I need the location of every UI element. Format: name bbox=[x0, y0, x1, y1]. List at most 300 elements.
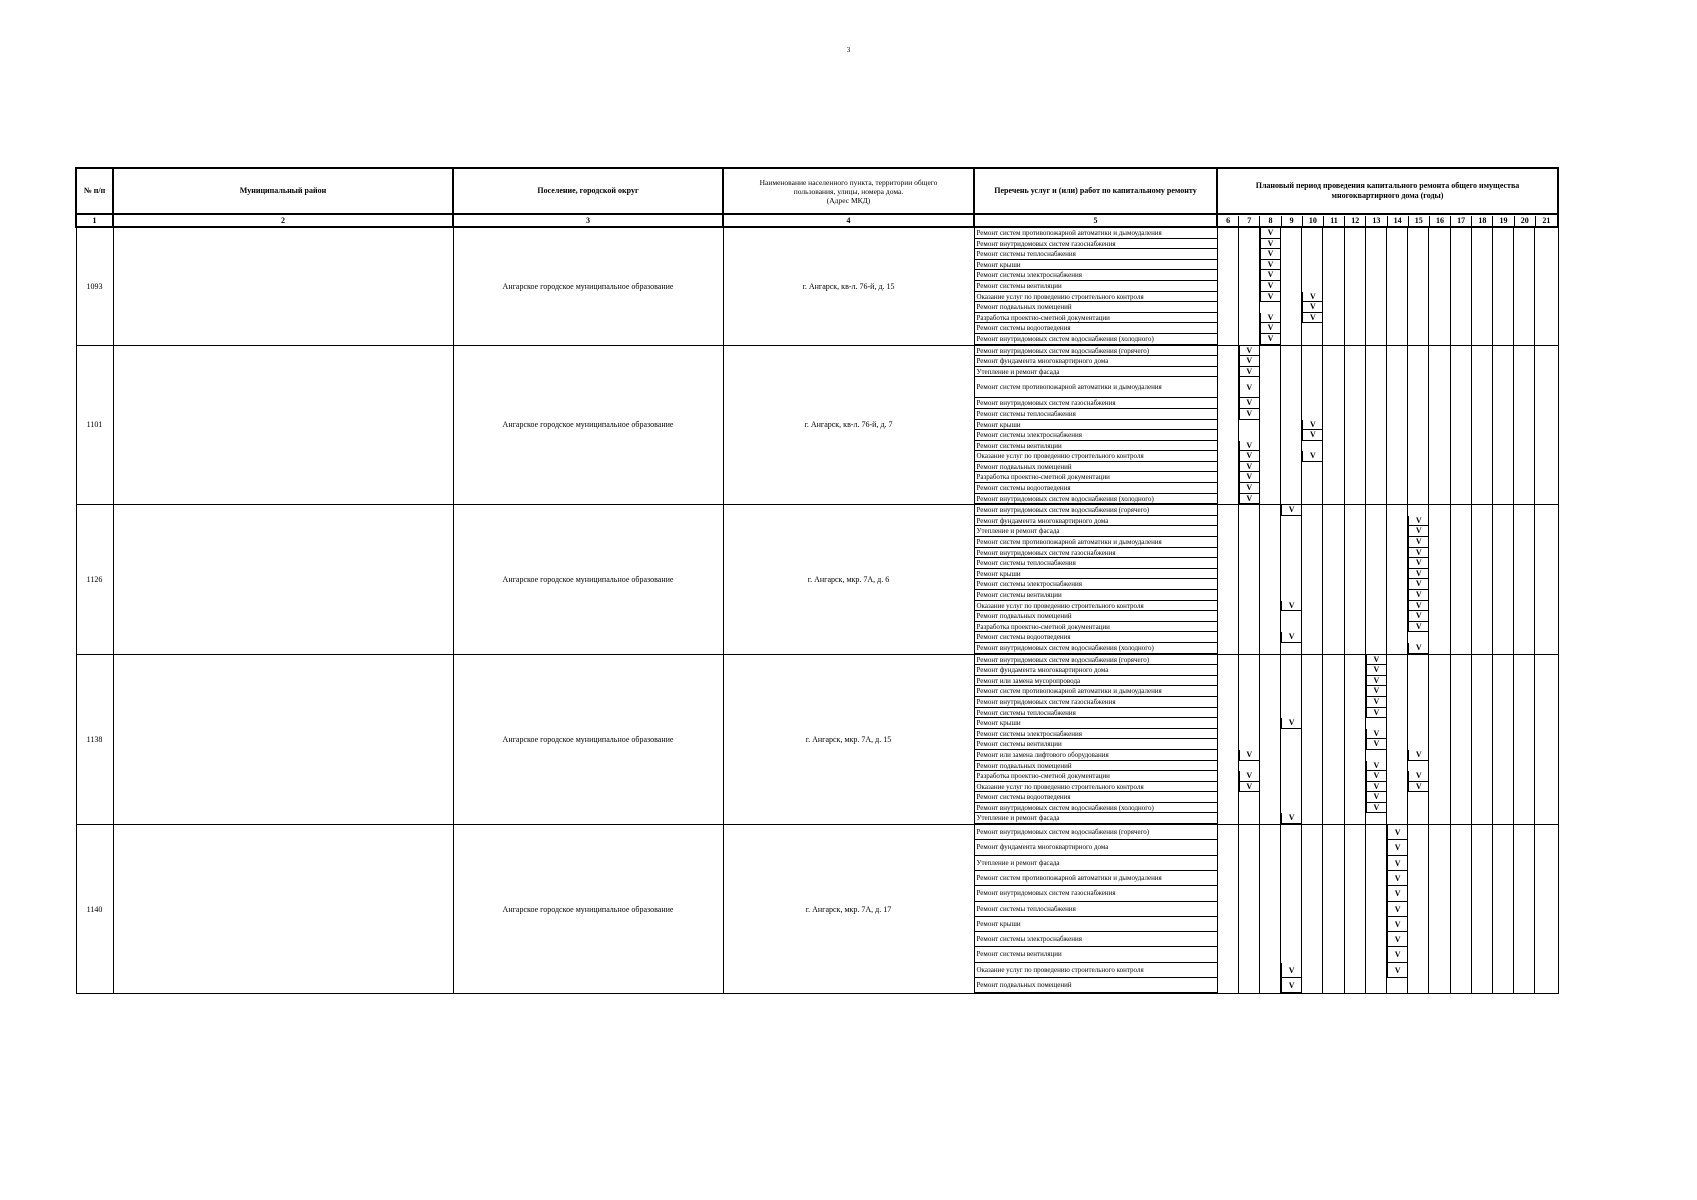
year-cell bbox=[1514, 228, 1535, 239]
year-cell bbox=[1281, 856, 1302, 871]
year-cell bbox=[1260, 902, 1281, 917]
year-cell bbox=[1387, 771, 1408, 782]
year-cell bbox=[1323, 871, 1344, 886]
year-cell bbox=[1493, 367, 1514, 378]
year-cell bbox=[1472, 825, 1493, 840]
service-item: Ремонт внутридомовых систем водоснабжения (горячего) bbox=[975, 346, 1217, 357]
year-cell bbox=[1218, 676, 1239, 687]
object-number: 1093 bbox=[76, 227, 113, 345]
year-cell bbox=[1323, 697, 1344, 708]
year-cell bbox=[1535, 871, 1556, 886]
year-cell bbox=[1451, 367, 1472, 378]
capital-repair-table bbox=[75, 167, 1559, 994]
year-cell bbox=[1323, 398, 1344, 409]
year-cell bbox=[1218, 270, 1239, 281]
year-cell bbox=[1514, 579, 1535, 590]
column-number-row bbox=[76, 214, 1558, 227]
year-cell bbox=[1260, 978, 1281, 993]
year-mark: V bbox=[1239, 472, 1260, 483]
year-grid bbox=[1217, 227, 1558, 345]
year-grid-row bbox=[1218, 813, 1558, 824]
year-cell bbox=[1429, 494, 1450, 505]
year-grid-row bbox=[1218, 334, 1558, 345]
year-cell bbox=[1218, 856, 1239, 871]
year-cell bbox=[1429, 346, 1450, 357]
year-grid-row bbox=[1218, 665, 1558, 676]
year-cell bbox=[1535, 420, 1556, 431]
year-cell bbox=[1218, 334, 1239, 345]
year-cell bbox=[1514, 323, 1535, 334]
year-cell bbox=[1535, 239, 1556, 250]
year-cell bbox=[1387, 441, 1408, 452]
year-cell bbox=[1472, 803, 1493, 814]
year-cell bbox=[1366, 377, 1387, 398]
object-address: г. Ангарск, кв-л. 76-й, д. 7 bbox=[723, 345, 974, 505]
year-cell bbox=[1514, 346, 1535, 357]
service-item: Ремонт внутридомовых систем водоснабжения (холодного) bbox=[975, 334, 1217, 345]
year-cell bbox=[1429, 462, 1450, 473]
year-cell bbox=[1535, 782, 1556, 793]
year-cell bbox=[1493, 825, 1514, 840]
year-cell bbox=[1302, 632, 1323, 643]
year-cell bbox=[1429, 917, 1450, 932]
year-grid-row bbox=[1218, 886, 1558, 901]
year-cell bbox=[1260, 367, 1281, 378]
year-cell bbox=[1387, 632, 1408, 643]
year-cell bbox=[1260, 569, 1281, 580]
year-cell bbox=[1366, 813, 1387, 824]
year-cell bbox=[1387, 494, 1408, 505]
year-cell bbox=[1535, 334, 1556, 345]
service-item: Ремонт внутридомовых систем газоснабжения bbox=[975, 398, 1217, 409]
year-cell bbox=[1514, 260, 1535, 271]
year-cell bbox=[1239, 686, 1260, 697]
year-cell bbox=[1281, 782, 1302, 793]
year-cell bbox=[1493, 334, 1514, 345]
year-cell bbox=[1451, 377, 1472, 398]
service-item: Ремонт или замена мусоропровода bbox=[975, 676, 1217, 687]
year-cell bbox=[1514, 356, 1535, 367]
year-grid-row bbox=[1218, 483, 1558, 494]
colnum-21: 21 bbox=[1542, 215, 1551, 225]
year-cell bbox=[1345, 249, 1366, 260]
year-cell bbox=[1260, 771, 1281, 782]
year-cell bbox=[1387, 579, 1408, 590]
year-cell bbox=[1218, 643, 1239, 654]
year-cell bbox=[1218, 792, 1239, 803]
year-cell bbox=[1408, 856, 1429, 871]
year-cell bbox=[1323, 813, 1344, 824]
year-cell bbox=[1493, 856, 1514, 871]
year-cell bbox=[1302, 739, 1323, 750]
year-grid-row bbox=[1218, 302, 1558, 313]
year-cell bbox=[1493, 239, 1514, 250]
year-cell bbox=[1260, 871, 1281, 886]
year-cell bbox=[1535, 708, 1556, 719]
year-cell bbox=[1239, 260, 1260, 271]
year-cell bbox=[1408, 281, 1429, 292]
year-cell bbox=[1387, 430, 1408, 441]
year-cell bbox=[1472, 761, 1493, 772]
year-cell bbox=[1408, 323, 1429, 334]
year-mark: V bbox=[1366, 771, 1387, 782]
year-cell bbox=[1366, 292, 1387, 303]
year-cell bbox=[1260, 451, 1281, 462]
year-cell bbox=[1218, 947, 1239, 962]
year-mark: V bbox=[1302, 451, 1323, 462]
year-cell bbox=[1345, 856, 1366, 871]
year-cell bbox=[1366, 825, 1387, 840]
year-cell bbox=[1451, 548, 1472, 559]
year-cell bbox=[1408, 963, 1429, 978]
colnum-8: 8 bbox=[1260, 216, 1281, 226]
year-cell bbox=[1408, 239, 1429, 250]
year-cell bbox=[1218, 398, 1239, 409]
year-cell bbox=[1239, 676, 1260, 687]
year-cell bbox=[1218, 978, 1239, 993]
year-cell bbox=[1472, 947, 1493, 962]
year-cell bbox=[1387, 761, 1408, 772]
year-mark: V bbox=[1387, 825, 1408, 840]
year-cell bbox=[1366, 270, 1387, 281]
year-cell bbox=[1366, 611, 1387, 622]
year-cell bbox=[1429, 356, 1450, 367]
year-cell bbox=[1514, 963, 1535, 978]
year-grid-row bbox=[1218, 356, 1558, 367]
service-item: Ремонт фундамента многоквартирного дома bbox=[975, 665, 1217, 676]
year-cell bbox=[1429, 590, 1450, 601]
colnum-2: 2 bbox=[113, 214, 453, 227]
year-cell bbox=[1323, 239, 1344, 250]
year-cell bbox=[1260, 729, 1281, 740]
year-cell bbox=[1281, 917, 1302, 932]
year-cell bbox=[1514, 902, 1535, 917]
year-cell bbox=[1535, 270, 1556, 281]
year-cell bbox=[1408, 334, 1429, 345]
service-item: Разработка проектно-сметной документации bbox=[975, 771, 1217, 782]
year-cell bbox=[1366, 750, 1387, 761]
year-cell bbox=[1387, 569, 1408, 580]
year-cell bbox=[1514, 292, 1535, 303]
year-cell bbox=[1260, 792, 1281, 803]
year-cell bbox=[1472, 270, 1493, 281]
service-item: Оказание услуг по проведению строительного контроля bbox=[975, 782, 1217, 793]
year-cell bbox=[1535, 494, 1556, 505]
year-cell bbox=[1260, 840, 1281, 855]
year-cell bbox=[1281, 622, 1302, 633]
year-cell bbox=[1302, 686, 1323, 697]
year-cell bbox=[1451, 718, 1472, 729]
year-cell bbox=[1345, 558, 1366, 569]
year-cell bbox=[1218, 886, 1239, 901]
year-cell bbox=[1472, 771, 1493, 782]
year-cell bbox=[1535, 813, 1556, 824]
year-cell bbox=[1260, 494, 1281, 505]
year-cell bbox=[1345, 579, 1366, 590]
year-cell bbox=[1239, 302, 1260, 313]
year-cell bbox=[1451, 356, 1472, 367]
year-cell bbox=[1345, 367, 1366, 378]
year-cell bbox=[1218, 871, 1239, 886]
year-mark: V bbox=[1408, 526, 1429, 537]
year-mark: V bbox=[1366, 686, 1387, 697]
year-cell bbox=[1260, 708, 1281, 719]
year-mark: V bbox=[1366, 782, 1387, 793]
year-cell bbox=[1345, 643, 1366, 654]
year-cell bbox=[1239, 840, 1260, 855]
year-cell bbox=[1345, 494, 1366, 505]
year-cell bbox=[1345, 932, 1366, 947]
year-cell bbox=[1472, 886, 1493, 901]
year-cell bbox=[1218, 292, 1239, 303]
year-grid-row bbox=[1218, 249, 1558, 260]
header-num: № п/п bbox=[76, 168, 113, 214]
year-cell bbox=[1429, 676, 1450, 687]
year-cell bbox=[1366, 569, 1387, 580]
year-cell bbox=[1429, 323, 1450, 334]
service-item: Ремонт внутридомовых систем газоснабжения bbox=[975, 886, 1217, 901]
year-cell bbox=[1260, 526, 1281, 537]
year-cell bbox=[1408, 313, 1429, 324]
year-grid-row bbox=[1218, 260, 1558, 271]
year-cell bbox=[1239, 655, 1260, 666]
year-cell bbox=[1408, 260, 1429, 271]
year-cell bbox=[1429, 377, 1450, 398]
colnum-13: 13 bbox=[1366, 216, 1387, 226]
year-cell bbox=[1387, 537, 1408, 548]
service-item: Ремонт системы вентиляции bbox=[975, 739, 1217, 750]
year-cell bbox=[1387, 367, 1408, 378]
year-cell bbox=[1514, 590, 1535, 601]
object-district bbox=[113, 505, 453, 654]
year-cell bbox=[1493, 871, 1514, 886]
year-cell bbox=[1451, 281, 1472, 292]
service-item: Ремонт системы теплоснабжения bbox=[975, 409, 1217, 420]
year-cell bbox=[1345, 676, 1366, 687]
year-mark: V bbox=[1366, 655, 1387, 666]
year-cell bbox=[1493, 420, 1514, 431]
year-cell bbox=[1451, 292, 1472, 303]
year-cell bbox=[1387, 239, 1408, 250]
year-cell bbox=[1366, 420, 1387, 431]
year-cell bbox=[1535, 611, 1556, 622]
year-cell bbox=[1281, 260, 1302, 271]
year-cell bbox=[1408, 270, 1429, 281]
year-cell bbox=[1323, 409, 1344, 420]
year-cell bbox=[1408, 697, 1429, 708]
object-number: 1126 bbox=[76, 505, 113, 654]
year-cell bbox=[1514, 886, 1535, 901]
year-cell bbox=[1260, 590, 1281, 601]
colnum-6: 6 bbox=[1218, 216, 1239, 226]
services-list bbox=[974, 505, 1217, 654]
year-cell bbox=[1408, 718, 1429, 729]
year-grid-row bbox=[1218, 782, 1558, 793]
year-cell bbox=[1323, 516, 1344, 527]
year-cell bbox=[1260, 505, 1281, 516]
year-cell bbox=[1281, 346, 1302, 357]
year-cell bbox=[1323, 978, 1344, 993]
year-cell bbox=[1218, 739, 1239, 750]
year-cell bbox=[1218, 420, 1239, 431]
year-mark: V bbox=[1260, 334, 1281, 345]
year-grid-row bbox=[1218, 739, 1558, 750]
year-cell bbox=[1218, 803, 1239, 814]
year-mark: V bbox=[1387, 963, 1408, 978]
year-cell bbox=[1345, 260, 1366, 271]
year-cell bbox=[1218, 377, 1239, 398]
year-cell bbox=[1260, 803, 1281, 814]
year-mark: V bbox=[1239, 483, 1260, 494]
year-cell bbox=[1387, 590, 1408, 601]
year-cell bbox=[1429, 313, 1450, 324]
year-cell bbox=[1345, 825, 1366, 840]
year-cell bbox=[1387, 526, 1408, 537]
year-cell bbox=[1387, 292, 1408, 303]
year-grid-row bbox=[1218, 718, 1558, 729]
year-cell bbox=[1535, 367, 1556, 378]
year-cell bbox=[1493, 643, 1514, 654]
year-cell bbox=[1514, 420, 1535, 431]
year-grid bbox=[1217, 345, 1558, 505]
year-cell bbox=[1239, 963, 1260, 978]
year-cell bbox=[1429, 398, 1450, 409]
year-cell bbox=[1408, 676, 1429, 687]
year-cell bbox=[1345, 281, 1366, 292]
year-cell bbox=[1345, 472, 1366, 483]
colnum-7: 7 bbox=[1239, 216, 1260, 226]
year-grid-row bbox=[1218, 932, 1558, 947]
year-cell bbox=[1451, 228, 1472, 239]
year-grid-row bbox=[1218, 346, 1558, 357]
year-cell bbox=[1429, 622, 1450, 633]
year-cell bbox=[1323, 825, 1344, 840]
year-cell bbox=[1281, 750, 1302, 761]
year-cell bbox=[1239, 249, 1260, 260]
year-cell bbox=[1493, 601, 1514, 612]
year-cell bbox=[1514, 239, 1535, 250]
service-item: Ремонт внутридомовых систем водоснабжения (горячего) bbox=[975, 655, 1217, 666]
object-row bbox=[76, 654, 1558, 825]
year-cell bbox=[1345, 718, 1366, 729]
year-cell bbox=[1345, 548, 1366, 559]
service-item: Разработка проектно-сметной документации bbox=[975, 313, 1217, 324]
service-item: Ремонт систем противопожарной автоматики и дымоудаления bbox=[975, 686, 1217, 697]
year-cell bbox=[1323, 472, 1344, 483]
year-grid-row bbox=[1218, 239, 1558, 250]
year-cell bbox=[1429, 483, 1450, 494]
year-cell bbox=[1366, 963, 1387, 978]
year-cell bbox=[1387, 611, 1408, 622]
service-item: Ремонт систем противопожарной автоматики и дымоудаления bbox=[975, 871, 1217, 886]
year-cell bbox=[1323, 483, 1344, 494]
year-cell bbox=[1302, 947, 1323, 962]
year-cell bbox=[1535, 228, 1556, 239]
year-mark: V bbox=[1260, 260, 1281, 271]
year-grid-row bbox=[1218, 686, 1558, 697]
year-cell bbox=[1514, 739, 1535, 750]
year-cell bbox=[1302, 978, 1323, 993]
year-cell bbox=[1493, 569, 1514, 580]
year-cell bbox=[1535, 676, 1556, 687]
year-cell bbox=[1281, 398, 1302, 409]
year-grid-row bbox=[1218, 462, 1558, 473]
service-item: Ремонт системы водоотведения bbox=[975, 483, 1217, 494]
year-mark: V bbox=[1366, 676, 1387, 687]
year-cell bbox=[1514, 611, 1535, 622]
year-cell bbox=[1218, 579, 1239, 590]
year-cell bbox=[1472, 494, 1493, 505]
year-cell bbox=[1366, 451, 1387, 462]
year-cell bbox=[1535, 665, 1556, 676]
year-cell bbox=[1451, 537, 1472, 548]
year-cell bbox=[1323, 655, 1344, 666]
colnum-20: 20 bbox=[1515, 216, 1536, 226]
year-cell bbox=[1472, 505, 1493, 516]
year-cell bbox=[1323, 505, 1344, 516]
service-item: Ремонт внутридомовых систем водоснабжения (горячего) bbox=[975, 825, 1217, 840]
year-cell bbox=[1366, 281, 1387, 292]
year-cell bbox=[1302, 792, 1323, 803]
year-cell bbox=[1323, 537, 1344, 548]
year-cell bbox=[1218, 902, 1239, 917]
year-cell bbox=[1451, 947, 1472, 962]
year-cell bbox=[1302, 611, 1323, 622]
year-cell bbox=[1260, 611, 1281, 622]
year-cell bbox=[1429, 334, 1450, 345]
year-cell bbox=[1472, 558, 1493, 569]
year-cell bbox=[1323, 579, 1344, 590]
year-grid-row bbox=[1218, 377, 1558, 398]
year-cell bbox=[1472, 739, 1493, 750]
year-cell bbox=[1302, 856, 1323, 871]
year-cell bbox=[1302, 665, 1323, 676]
year-mark: V bbox=[1408, 548, 1429, 559]
year-cell bbox=[1387, 323, 1408, 334]
year-cell bbox=[1472, 718, 1493, 729]
year-cell bbox=[1323, 462, 1344, 473]
year-cell bbox=[1345, 420, 1366, 431]
year-cell bbox=[1408, 409, 1429, 420]
year-cell bbox=[1345, 902, 1366, 917]
year-cell bbox=[1366, 334, 1387, 345]
year-cell bbox=[1239, 516, 1260, 527]
year-cell bbox=[1429, 505, 1450, 516]
year-cell bbox=[1281, 420, 1302, 431]
service-item: Ремонт систем противопожарной автоматики и дымоудаления bbox=[975, 228, 1217, 239]
year-grid bbox=[1217, 654, 1558, 825]
year-cell bbox=[1472, 451, 1493, 462]
year-cell bbox=[1451, 346, 1472, 357]
year-cell bbox=[1260, 548, 1281, 559]
year-cell bbox=[1429, 792, 1450, 803]
object-number: 1101 bbox=[76, 345, 113, 505]
service-item: Ремонт внутридомовых систем газоснабжения bbox=[975, 697, 1217, 708]
year-mark: V bbox=[1281, 963, 1302, 978]
service-item: Ремонт системы вентиляции bbox=[975, 281, 1217, 292]
year-cell bbox=[1451, 505, 1472, 516]
year-cell bbox=[1302, 932, 1323, 947]
year-grid-row bbox=[1218, 409, 1558, 420]
year-cell bbox=[1260, 686, 1281, 697]
year-cell bbox=[1493, 902, 1514, 917]
year-cell bbox=[1535, 601, 1556, 612]
year-cell bbox=[1387, 483, 1408, 494]
year-cell bbox=[1535, 932, 1556, 947]
year-cell bbox=[1281, 377, 1302, 398]
year-cell bbox=[1514, 281, 1535, 292]
year-cell bbox=[1323, 451, 1344, 462]
